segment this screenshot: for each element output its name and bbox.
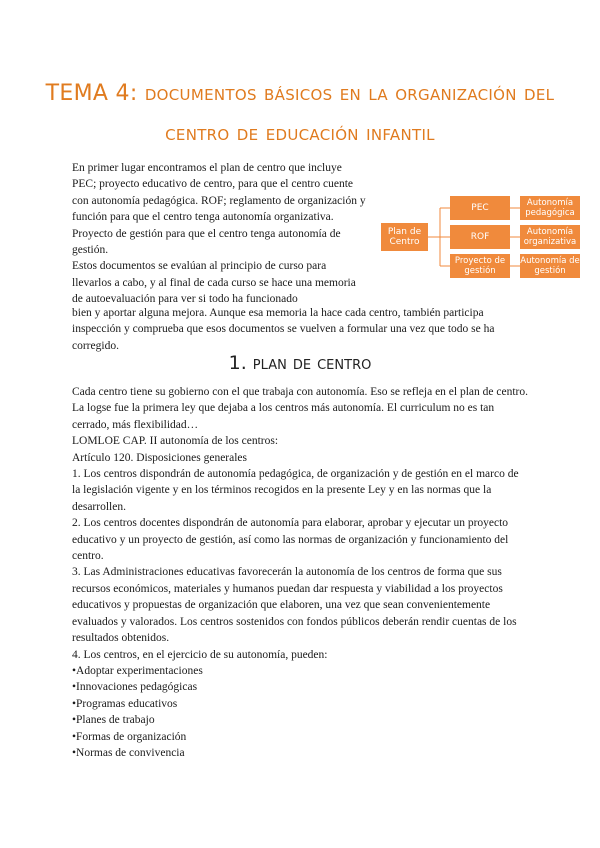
- body-paragraph: 3. Las Administraciones educativas favorecerán la autonomía de los centros de forma que sus recursos económicos, materiales y humanos puedan dar respuesta y viabilidad a los proyectos educativos y propuestas de organización que elaboren, una vez que sean convenientemente evaluados y valorados. Los centros sostenidos con fondos públicos deberán rendir cuentas de los resultados obtenidos.: [72, 566, 517, 645]
- intro-paragraph-1: En primer lugar encontramos el plan de centro que incluye PEC; proyecto educativo de centro, para que el centro cuente con autonomía pedagógica. ROF; reglamento de organización y función para que el centro tenga autonomía organizativa. Proyecto de gestión para que el centro tenga autonomía de gestión.: [72, 162, 366, 257]
- section-heading: 1. plan de centro: [228, 352, 372, 374]
- document-title: [40, 74, 560, 154]
- list-item: •Planes de trabajo: [72, 714, 155, 727]
- body-paragraph: 2. Los centros docentes dispondrán de autonomía para elaborar, aprobar y ejecutar un proyecto educativo y un proyecto de gestión, así como las normas de organización y funcionamiento del centro.: [72, 517, 509, 563]
- diagram-box-autonomia-gestion: Autonomía de gestión: [520, 256, 580, 276]
- diagram-box-autonomia-pedagogica: Autonomía pedagógica: [520, 196, 580, 220]
- intro-continuation: [72, 305, 528, 354]
- body-paragraph: 4. Los centros, en el ejercicio de su autonomía, pueden:: [72, 648, 328, 661]
- diagram-box-pec: PEC: [450, 196, 510, 220]
- list-item: •Adoptar experimentaciones: [72, 664, 203, 677]
- body-paragraph: Artículo 120. Disposiciones generales: [72, 451, 248, 464]
- diagram-box-rof: ROF: [450, 225, 510, 249]
- title-line-2: centro de educación infantil: [165, 121, 435, 146]
- body-paragraph: LOMLOE CAP. II autonomía de los centros:: [72, 435, 279, 448]
- list-item: •Normas de convivencia: [72, 746, 185, 759]
- list-item: •Innovaciones pedagógicas: [72, 681, 198, 694]
- list-item: •Formas de organización: [72, 730, 187, 743]
- list-item: •Programas educativos: [72, 697, 178, 710]
- diagram-box-proyecto-gestion: Proyecto de gestión: [450, 254, 510, 278]
- diagram-root-box: Plan de Centro: [381, 223, 428, 251]
- diagram-box-autonomia-organizativa: Autonomía organizativa: [520, 225, 580, 249]
- title-line-1: TEMA 4: documentos básicos en la organización del: [45, 81, 555, 106]
- intro-paragraph-2: Estos documentos se evalúan al principio de curso para llevarlos a cabo, y al final de cada curso se hace una memoria de autoevaluación para ver si todo ha funcionado: [72, 260, 356, 306]
- intro-text: [72, 160, 368, 308]
- body-paragraph: 1. Los centros dispondrán de autonomía pedagógica, de organización y de gestión en el marco de la legislación vigente y en los términos recogidos en la presente Ley y en las normas que la desarrollen.: [72, 468, 519, 513]
- intro-paragraph-2-continuation: bien y aportar alguna mejora. Aunque esa memoria la hace cada centro, también participa inspección y comprueba que esos documentos se vuelven a formular una vez que todo se ha corregido.: [72, 307, 495, 352]
- section-body: [72, 384, 528, 761]
- body-paragraph: Cada centro tiene su gobierno con el que trabaja con autonomía. Eso se refleja en el plan de centro. La logse fue la primera ley que dejaba a los centros más autonomía. El curriculum no es tan cerrado, más flexibilidad…: [72, 386, 528, 431]
